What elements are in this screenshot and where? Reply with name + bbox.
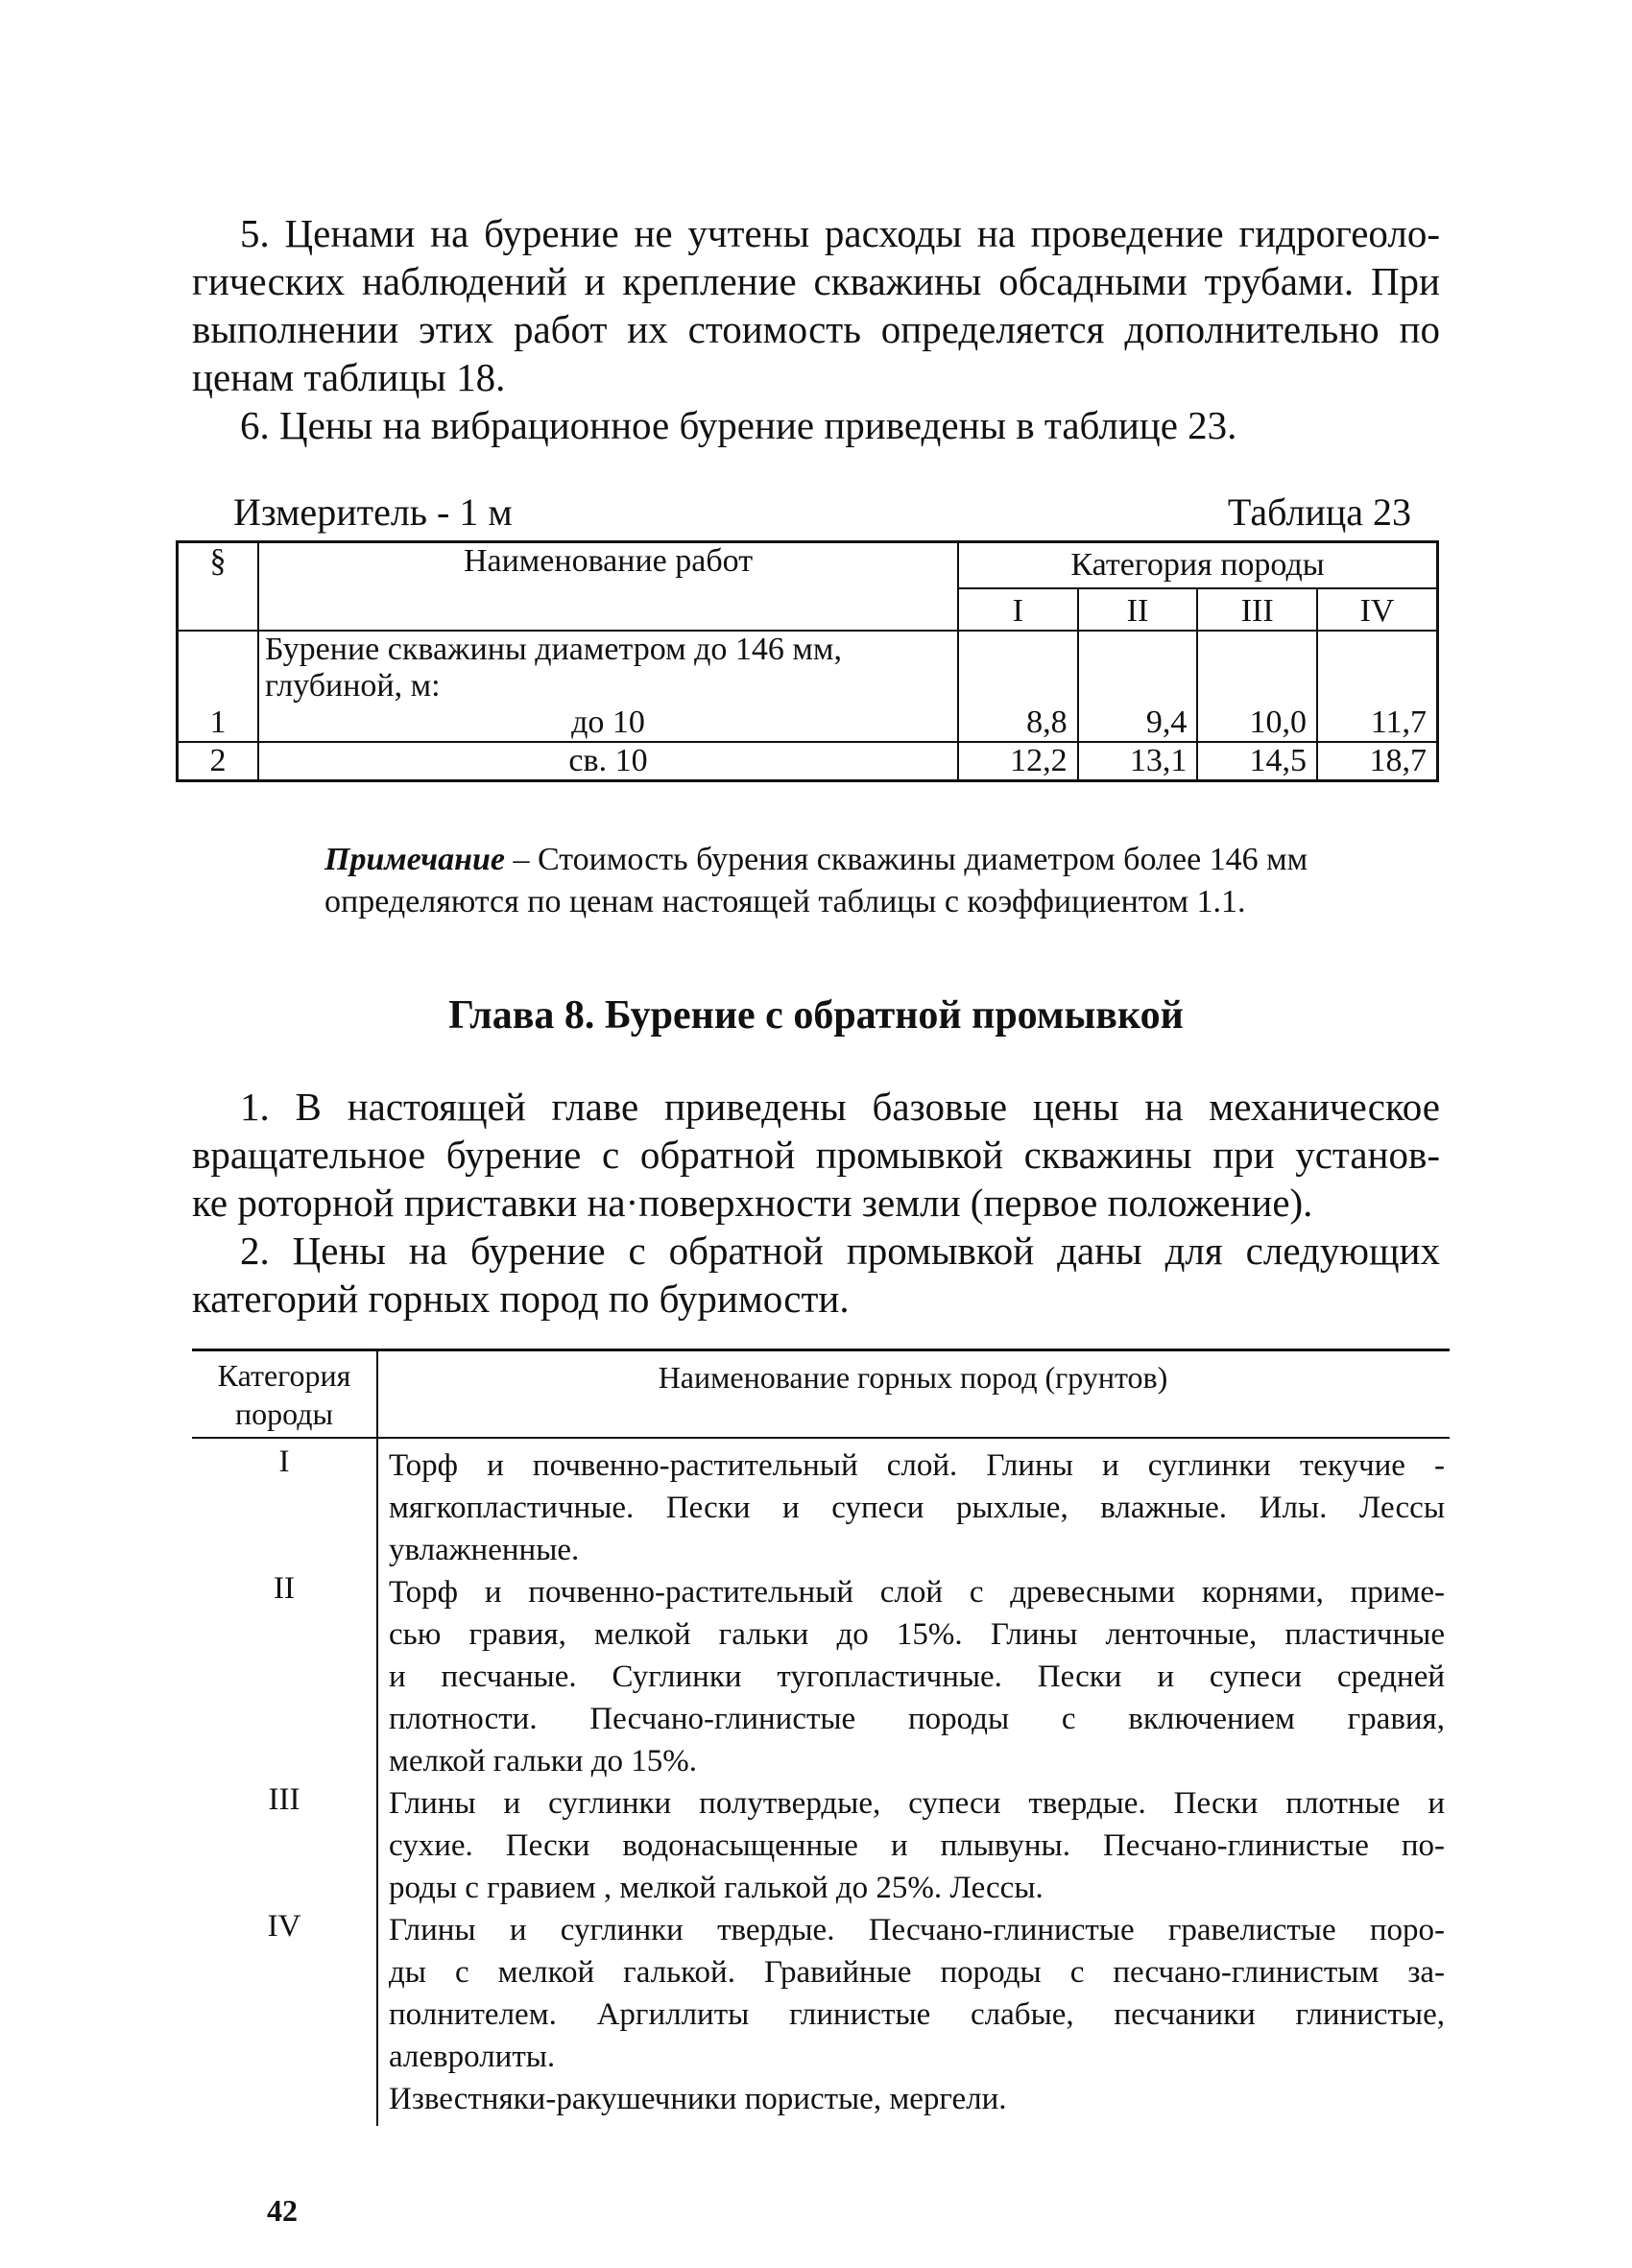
row-section: 1 [178, 631, 259, 742]
text-line: мелкой гальки до 15%. [389, 1744, 697, 1779]
row-value: 14,5 [1197, 742, 1317, 781]
header-category [192, 1356, 376, 1433]
text-line: вращательное бурение с обратной промывкой скважины при установ- [192, 1133, 1440, 1177]
text-line: Глины и суглинки твердые. Песчано-глинистые гравелистые поро- [389, 1913, 1445, 1947]
text-line: ды с мелкой галькой. Гравийные породы с песчано-глинистым за- [389, 1955, 1445, 1990]
row-value: 9,4 [1078, 631, 1198, 742]
header-section: § [178, 542, 259, 632]
text-line: Известняки-ракушечники пористые, мергели. [389, 2082, 1007, 2116]
category-description [389, 1444, 1445, 1571]
category-description [389, 1909, 1445, 2120]
text-line: увлажненные. [389, 1533, 580, 1567]
row-value: 10,0 [1197, 631, 1317, 742]
note-label: Примечание [324, 842, 506, 877]
table-unit: Измеритель - 1 м [233, 490, 513, 534]
group-title: Бурение скважины диаметром до 146 мм, [265, 632, 842, 667]
table-rule [376, 1349, 378, 2126]
text-line: 5. Ценами на бурение не учтены расходы на проведение гидрогеоло- [240, 211, 1440, 255]
chapter-title: Глава 8. Бурение с обратной промывкой [448, 993, 1184, 1038]
text-line: выполнении этих работ их стоимость определяется дополнительно по [192, 307, 1440, 351]
text-line: Торф и почвенно-растительный слой. Глины и суглинки текучие - [389, 1448, 1445, 1483]
text-line: мягкопластичные. Пески и супеси рыхлые, влажные. Илы. Лессы [389, 1491, 1445, 1525]
text-line: 1. В настоящей главе приведены базовые цены на механическое [240, 1085, 1440, 1129]
text-line: роды с гравием , мелкой галькой до 25%. Лессы. [389, 1871, 1044, 1905]
text-line: Торф и почвенно-растительный слой с древесными корнями, приме- [389, 1575, 1445, 1610]
page-number: 42 [267, 2193, 298, 2228]
category-label: II [274, 1571, 295, 1606]
row-value: 11,7 [1317, 631, 1437, 742]
header-cat-1: I [958, 588, 1078, 631]
table-23 [176, 540, 1439, 782]
row-value: 18,7 [1317, 742, 1437, 781]
text-line: 2. Цены на бурение с обратной промывкой даны для следующих [240, 1229, 1440, 1273]
header-category-line: породы [235, 1397, 333, 1431]
header-name: Наименование работ [258, 542, 958, 632]
category-description [389, 1782, 1445, 1909]
table-label: Таблица 23 [1227, 490, 1411, 534]
paragraph-5 [192, 209, 1440, 401]
row-name-text: до 10 [571, 704, 645, 740]
text-line: категорий горных пород по буримости. [192, 1277, 850, 1321]
category-description [389, 1571, 1445, 1782]
header-cat-4: IV [1317, 588, 1437, 631]
text-line: и песчаные. Суглинки тугопластичные. Пески и супеси средней [389, 1659, 1445, 1694]
row-name [258, 631, 958, 742]
row-name-text: св. 10 [258, 742, 958, 781]
header-category-line: Категория [217, 1358, 351, 1393]
category-label: III [268, 1782, 300, 1817]
group-title: глубиной, м: [265, 668, 441, 704]
table-rule [192, 1437, 1450, 1439]
table-row [178, 631, 1438, 742]
table-note [324, 839, 1430, 923]
chapter-paragraph-2 [192, 1227, 1440, 1323]
row-value: 12,2 [958, 742, 1078, 781]
paragraph-6 [192, 401, 1440, 449]
note-text: – Стоимость бурения скважины диаметром более 146 мм [505, 842, 1308, 877]
text-line: сью гравия, мелкой гальки до 15%. Глины ленточные, пластичные [389, 1617, 1445, 1652]
text-line: полнителем. Аргиллиты глинистые слабые, песчаники глинистые, [389, 1997, 1445, 2032]
category-label: I [278, 1444, 290, 1479]
header-category: Категория породы [958, 542, 1438, 589]
header-cat-2: II [1078, 588, 1198, 631]
text-line: плотности. Песчано-глинистые породы с включением гравия, [389, 1702, 1445, 1736]
text-line: 6. Цены на вибрационное бурение приведены в таблице 23. [240, 403, 1237, 447]
text-line: алевролиты. [389, 2040, 556, 2074]
table-row [178, 742, 1438, 781]
text-line: сухие. Пески водонасыщенные и плывуны. Песчано-глинистые по- [389, 1828, 1445, 1863]
text-line: гических наблюдений и крепление скважины обсадными трубами. При [192, 259, 1440, 303]
header-rock-name: Наименование горных пород (грунтов) [658, 1360, 1168, 1395]
chapter-paragraph-1 [192, 1083, 1440, 1227]
row-value: 13,1 [1078, 742, 1198, 781]
text-line: ценам таблицы 18. [192, 355, 506, 399]
note-text: определяются по ценам настоящей таблицы с коэффициентом 1.1. [324, 884, 1246, 919]
header-cat-3: III [1197, 588, 1317, 631]
text-line: ке роторной приставки на·поверхности земли (первое положение). [192, 1181, 1313, 1225]
table-rule [192, 1349, 1450, 1351]
category-label: IV [267, 1909, 301, 1944]
row-value: 8,8 [958, 631, 1078, 742]
row-section: 2 [178, 742, 259, 781]
text-line: Глины и суглинки полутвердые, супеси твердые. Пески плотные и [389, 1786, 1445, 1821]
